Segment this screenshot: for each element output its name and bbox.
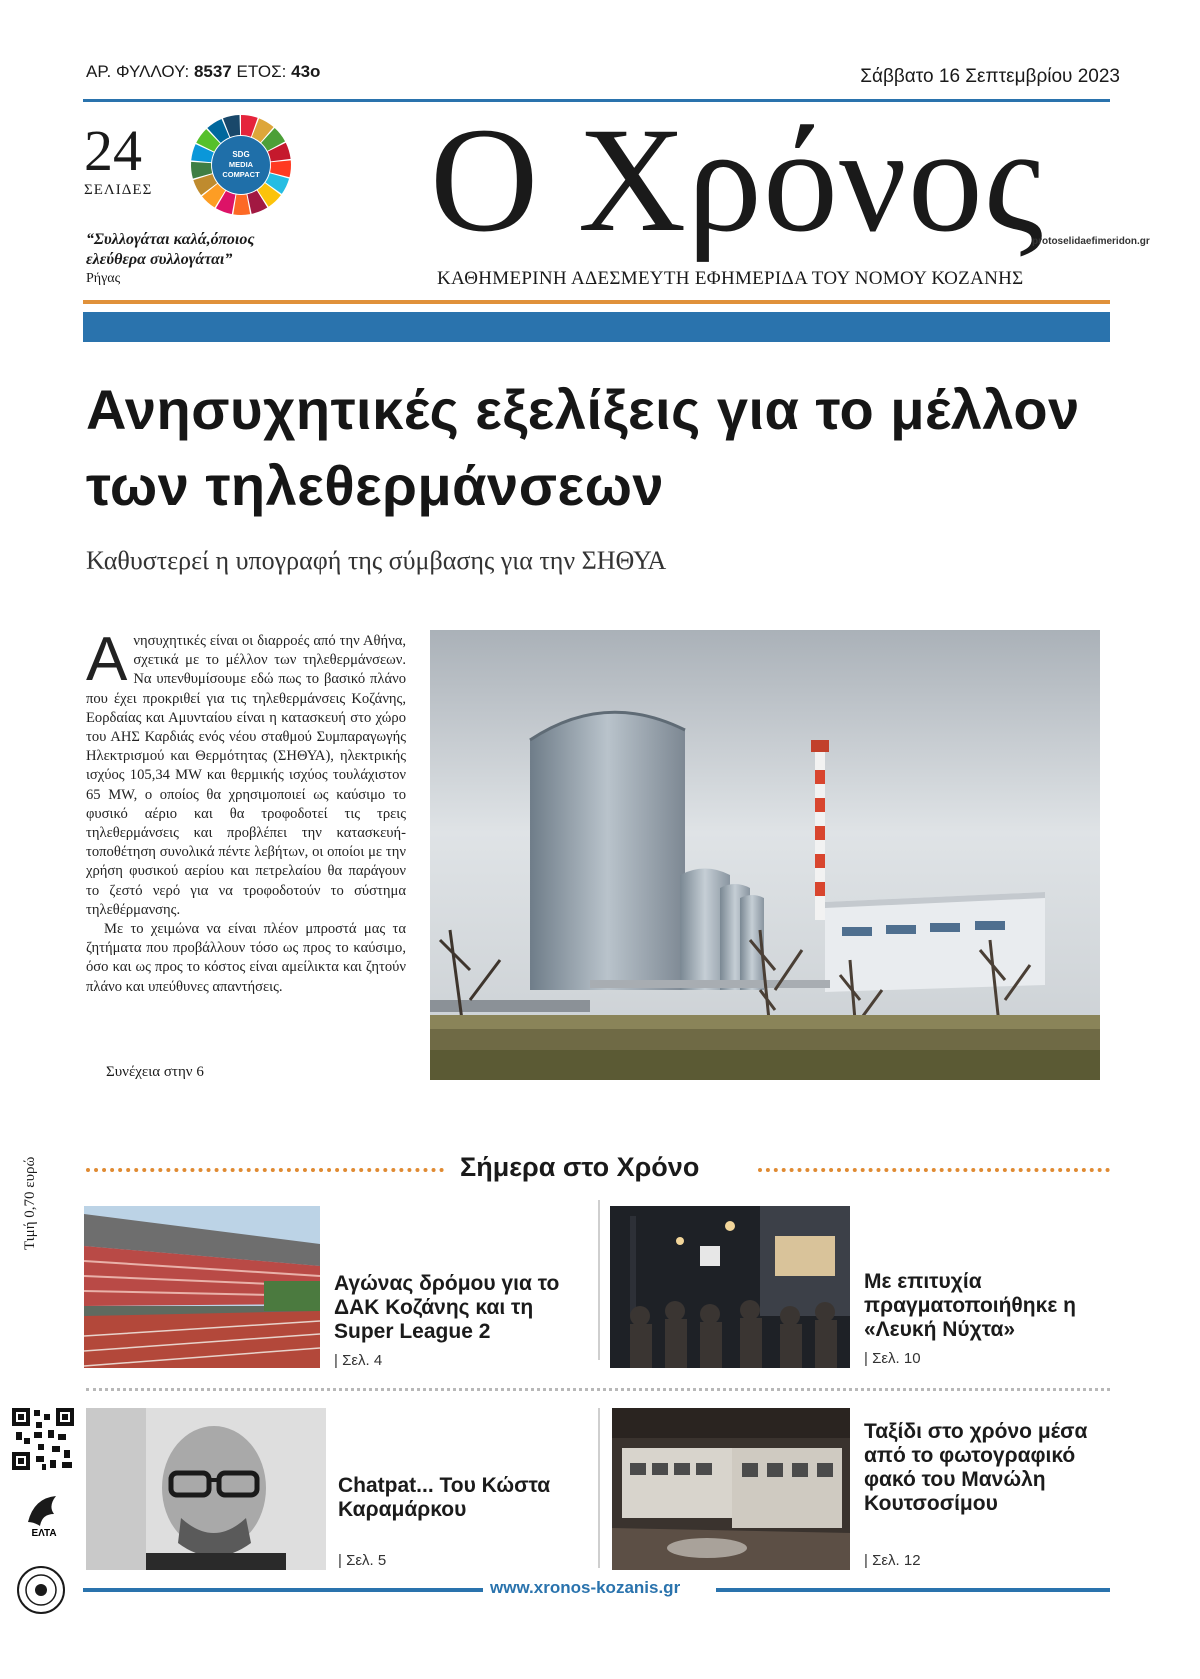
sdg-label-line: COMPACT xyxy=(222,170,260,179)
source-watermark: protoselidaefimeridon.gr xyxy=(1032,236,1150,247)
newspaper-masthead: Ο Χρόνος xyxy=(430,97,1045,263)
issue-info xyxy=(86,62,320,82)
blue-band xyxy=(83,312,1110,342)
issue-date: Σάββατο 16 Σεπτεμβρίου 2023 xyxy=(860,66,1120,87)
sdg-wheel-segment xyxy=(233,194,250,215)
article-paragraph xyxy=(86,625,406,920)
issue-number: 8537 xyxy=(193,62,232,81)
story-title-chatpat[interactable]: Chatpat... Του Κώστα Καραμάρκου xyxy=(338,1474,551,1521)
story-page-dak: | Σελ. 4 xyxy=(334,1352,383,1369)
footer-rule-left xyxy=(83,1588,483,1592)
issue-label: ΑΡ. ΦΥΛΛΟΥ: xyxy=(86,62,190,81)
story-thumb-stadium[interactable] xyxy=(84,1206,320,1368)
story-page-white-night: | Σελ. 10 xyxy=(864,1350,921,1367)
drop-cap: Α xyxy=(86,625,128,694)
story-page-koutsosimos: | Σελ. 12 xyxy=(864,1552,921,1569)
story-thumb-photo-exhibition[interactable] xyxy=(612,1408,850,1570)
story-title-white-night[interactable]: Με επιτυχία πραγματοποιήθηκε η «Λευκή Νύχτα» xyxy=(864,1270,1076,1341)
column-divider xyxy=(598,1200,600,1360)
elta-logo xyxy=(22,1492,66,1538)
year-label: ΕΤΟΣ: xyxy=(236,62,287,81)
elta-logo-text: ΕΛΤΑ xyxy=(31,1528,57,1538)
sdg-media-compact-logo xyxy=(190,114,292,216)
qr-code[interactable] xyxy=(12,1408,74,1470)
footer-website-link[interactable]: www.xronos-kozanis.gr xyxy=(490,1578,681,1597)
section-dotted-rule-left xyxy=(86,1168,444,1172)
footer-rule-right xyxy=(716,1588,1110,1592)
sdg-label-line: MEDIA xyxy=(228,160,254,169)
lead-article-body xyxy=(86,625,406,997)
pages-label: ΣΕΛΙΔΕΣ xyxy=(84,182,153,198)
article-paragraph: Με το χειμώνα να είναι πλέον μπροστά μας τα ζητήματα που προβάλλουν τόσο ως προς το καύσιμο, όσο και ως προς το κόστος είναι αμείλικτα και ζητούν πλάνο και υπεύθυνες απαντήσεις. xyxy=(86,921,406,995)
lead-deck: Καθυστερεί η υπογραφή της σύμβασης για την ΣΗΘΥΑ xyxy=(86,546,667,575)
section-dotted-rule-right xyxy=(758,1168,1110,1172)
quote-author: Ρήγας xyxy=(86,271,121,286)
pages-count: 24 xyxy=(84,118,142,183)
story-title-koutsosimos[interactable]: Ταξίδι στο χρόνο μέσα από το φωτογραφικό φακό του Μανώλη Κουτσοσίμου xyxy=(864,1420,1088,1515)
orange-rule xyxy=(83,300,1110,304)
continued-note: Συνέχεια στην 6 xyxy=(106,1064,204,1080)
story-thumb-night-crowd[interactable] xyxy=(610,1206,850,1368)
year-number: 43ο xyxy=(291,62,321,81)
story-page-chatpat: | Σελ. 5 xyxy=(338,1552,387,1569)
masthead-subtitle: ΚΑΘΗΜΕΡΙΝΗ ΑΔΕΣΜΕΥΤΗ ΕΦΗΜΕΡΙΔΑ ΤΟΥ ΝΟΜΟΥ ΚΟΖΑΝΗΣ xyxy=(437,268,1024,289)
paragraph-1-text: νησυχητικές είναι οι διαρροές από την Αθήνα, σχετικά με το μέλλον των τηλεθερμάνσεων. Να υπενθυμίσουμε εδώ πως το βασικό πλάνο που έχει προκριθεί για τις τηλεθερμάνσεις Κοζάνης, Εορδαίας και Αμυνταίου είναι η κατασκευή στο χώρο του ΑΗΣ Καρδιάς ενός νέου σταθμού Συμπαραγωγής Ηλεκτρισμού και Θερμότητας (ΣΗΘΥΑ), ηλεκτρικής ισχύος 105,34 MW και θερμικής ισχύος τουλάχιστον 65 MW, ο οποίος θα χρησιμοποιεί ως καύσιμο το φυσικό αέριο και θα τροφοδοτεί τις τρεις τηλεθερμάνσεις και προβλέπει την κατασκευή-τοποθέτηση συνολικά πέντε λεβήτων, οι οποίοι με την χρήση φυσικού αερίου και πετρελαίου θα παράγουν το ζεστό νερό για να τροφοδοτούν το σύστημα τηλεθέρμανσης. xyxy=(86,633,406,918)
story-thumb-portrait[interactable] xyxy=(86,1408,326,1570)
masthead-quote: “Συλλογάται καλά,όποιος ελεύθερα συλλογάται” xyxy=(86,231,255,268)
story-title-dak[interactable]: Αγώνας δρόμου για το ΔΑΚ Κοζάνης και τη Super League 2 xyxy=(334,1272,560,1343)
stories-dotted-divider xyxy=(86,1388,1110,1391)
lead-headline: Ανησυχητικές εξελίξεις για το μέλλον των τηλεθερμάνσεων xyxy=(86,378,1080,517)
lead-photo-power-plant xyxy=(430,630,1100,1080)
sdg-label-line: SDG xyxy=(232,150,250,159)
section-title-today: Σήμερα στο Χρόνο xyxy=(460,1152,700,1182)
price-label: Τιμή 0,70 ευρώ xyxy=(22,1156,38,1250)
member-seal xyxy=(16,1565,66,1615)
column-divider xyxy=(598,1408,600,1568)
